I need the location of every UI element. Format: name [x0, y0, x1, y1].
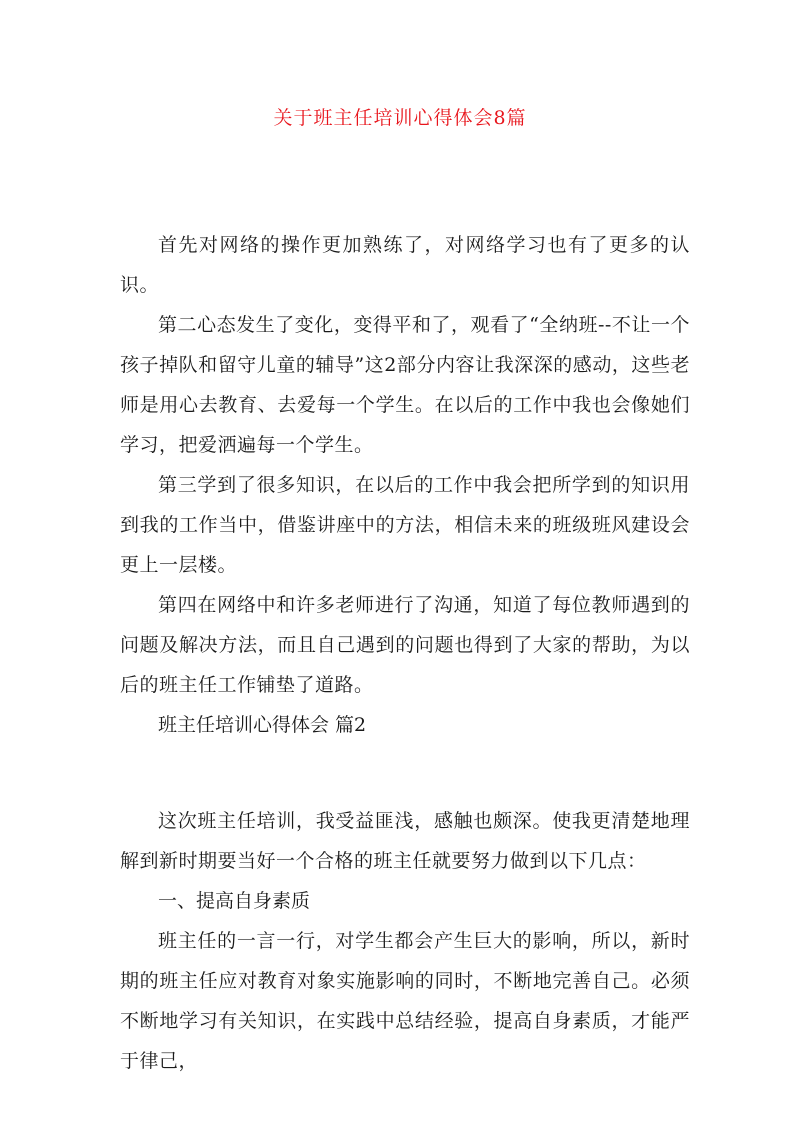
section-2-paragraph-1: 这次班主任培训，我受益匪浅，感触也颇深。使我更清楚地理解到新时期要当好一个合格的班主任就要努力做到以下几点：	[120, 810, 690, 872]
document-body	[120, 225, 690, 1081]
paragraph-4: 第四在网络中和许多老师进行了沟通，知道了每位教师遇到的问题及解决方法，而且自己遇到的问题也得到了大家的帮助，为以后的班主任工作铺垫了道路。	[120, 594, 690, 696]
section-2-heading: 班主任培训心得体会 篇2	[158, 714, 367, 736]
subheading-improve-self: 一、提高自身素质	[158, 890, 311, 912]
section-2-paragraph-2: 班主任的一言一行，对学生都会产生巨大的影响，所以，新时期的班主任应对教育对象实施影响的同时，不断地完善自己。必须不断地学习有关知识，在实践中总结经验，提高自身素质，才能严于律己，	[120, 930, 690, 1072]
paragraph-3: 第三学到了很多知识，在以后的工作中我会把所学到的知识用到我的工作当中，借鉴讲座中的方法，相信未来的班级班风建设会更上一层楼。	[120, 474, 690, 576]
paragraph-1: 首先对网络的操作更加熟练了，对网络学习也有了更多的认识。	[120, 234, 690, 296]
section-spacer	[120, 745, 690, 801]
document-title: 关于班主任培训心得体会8篇	[273, 107, 527, 129]
paragraph-2: 第二心态发生了变化，变得平和了，观看了“全纳班--不让一个孩子掉队和留守儿童的辅导”这2部分内容让我深深的感动，这些老师是用心去教育、去爱每一个学生。在以后的工作中我也会像她们学习，把爱洒遍每一个学生。	[120, 314, 690, 456]
